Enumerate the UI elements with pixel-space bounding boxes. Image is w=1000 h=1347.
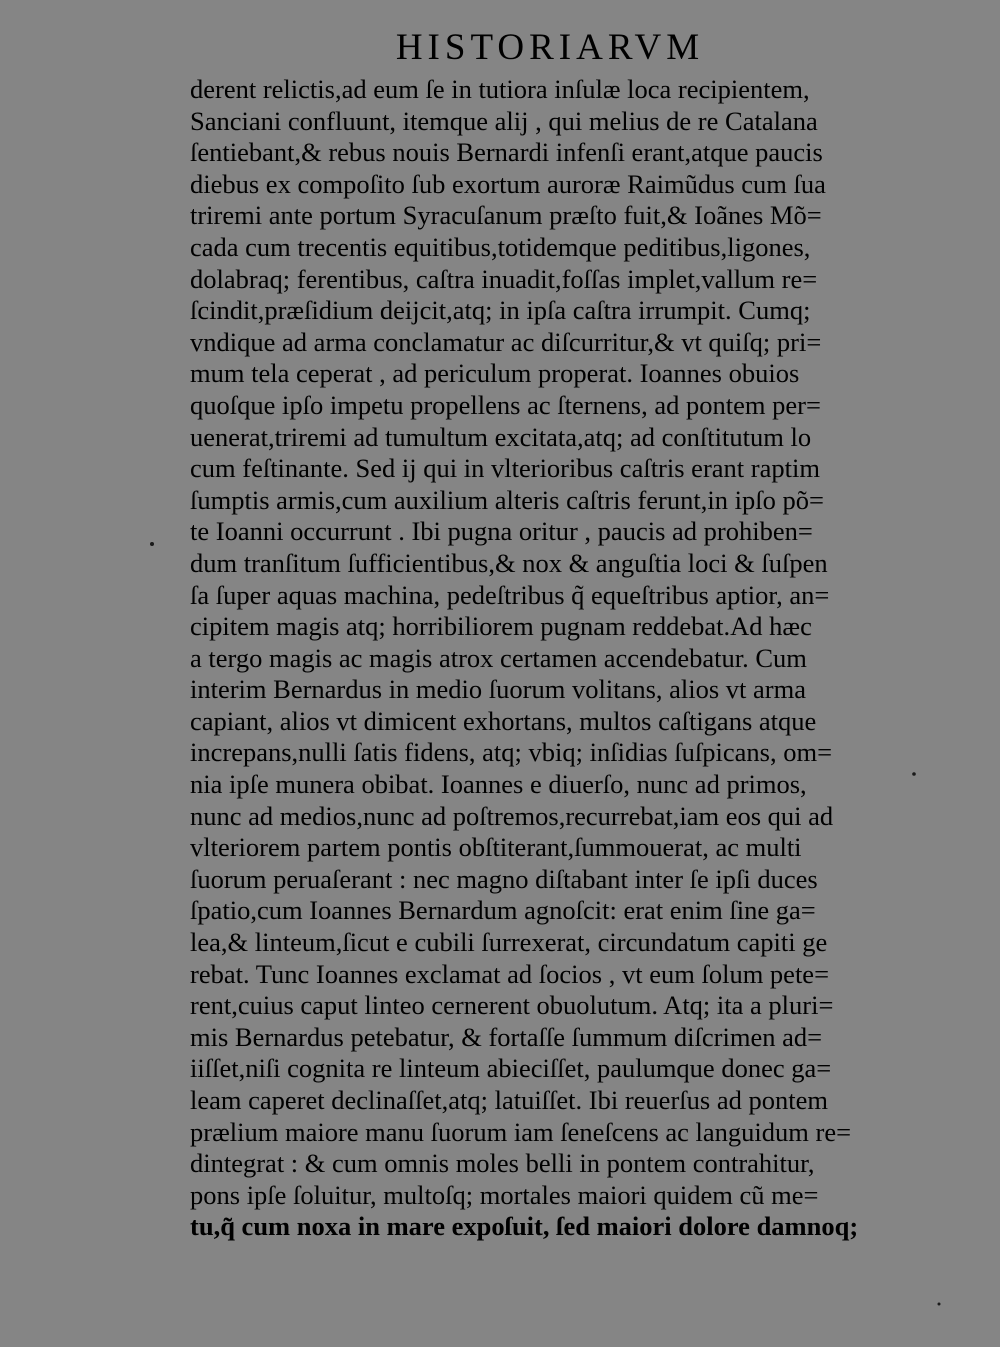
ink-speck: [148, 540, 154, 546]
text-line: ſcindit,præſidium deijcit,atq; in ipſa caſtra irrumpit. Cumq;: [190, 295, 811, 326]
text-line: iiſſet,niſi cognita re linteum abieciſſet, paulumque donec ga=: [190, 1053, 832, 1084]
text-line: pons ipſe ſoluitur, multoſq; mortales maiori quidem cũ me=: [190, 1179, 819, 1210]
text-line: nunc ad medios,nunc ad poſtremos,recurrebat,iam eos qui ad: [190, 800, 834, 831]
text-line: tu,q̃ cum noxa in mare expoſuit, ſed maiori dolore damnoq;: [190, 1211, 859, 1242]
text-line: ſa ſuper aquas machina, pedeſtribus q̃ equeſtribus aptior, an=: [190, 579, 830, 610]
text-line: dolabraq; ferentibus, caſtra inuadit,foſſas implet,vallum re=: [190, 263, 818, 294]
text-line: rent,cuius caput linteo cernerent obuolutum. Atq; ita a pluri=: [190, 990, 834, 1021]
running-head: HISTORIARVM: [395, 27, 705, 68]
text-line: vlteriorem partem pontis obſtiterant,ſummouerat, ac multi: [190, 832, 802, 863]
text-line: mis Bernardus petebatur, & fortaſſe ſummum diſcrimen ad=: [190, 1021, 823, 1052]
text-line: leam caperet declinaſſet,atq; latuiſſet. Ibi reuerſus ad pontem: [190, 1085, 828, 1115]
text-line: triremi ante portum Syracuſanum præſto fuit,& Ioãnes Mõ=: [190, 200, 822, 231]
text-line: derent relictis,ad eum ſe in tutiora inſulæ loca recipientem,: [190, 74, 810, 104]
ink-speck: [935, 1300, 941, 1306]
ink-speck: [910, 770, 916, 776]
text-line: capiant, alios vt dimicent exhortans, multos caſtigans atque: [190, 705, 817, 736]
text-line: ſuorum peruaſerant : nec magno diſtabant inter ſe ipſi duces: [190, 863, 818, 894]
text-line: a tergo magis ac magis atrox certamen accendebatur. Cum: [190, 642, 807, 673]
text-line: prælium maiore manu ſuorum iam ſeneſcens ac languidum re=: [190, 1116, 852, 1147]
text-line: ſumptis armis,cum auxilium alteris caſtris ferunt,in ipſo põ=: [190, 484, 824, 515]
text-line: increpans,nulli ſatis fidens, atq; vbiq; inſidias ſuſpicans, om=: [190, 737, 833, 768]
text-line: rebat. Tunc Ioannes exclamat ad ſocios , vt eum ſolum pete=: [190, 958, 830, 989]
text-line: dintegrat : & cum omnis moles belli in pontem contrahitur,: [190, 1148, 815, 1179]
text-line: dum tranſitum ſufficientibus,& nox & anguſtia loci & ſuſpen: [190, 547, 828, 578]
text-block: [190, 74, 930, 1243]
text-line: ſpatio,cum Ioannes Bernardum agnoſcit: erat enim ſine ga=: [190, 895, 816, 926]
text-line: uenerat,triremi ad tumultum excitata,atq; ad conſtitutum lo: [190, 421, 812, 452]
text-line: mum tela ceperat , ad periculum properat. Ioannes obuios: [190, 358, 800, 389]
text-line: Sanciani confluunt, itemque alij , qui melius de re Catalana: [190, 105, 818, 136]
text-line: vndique ad arma conclamatur ac diſcurritur,& vt quiſq; pri=: [190, 326, 822, 357]
text-line: cipitem magis atq; horribiliorem pugnam reddebat.Ad hæc: [190, 611, 812, 642]
text-line: ſentiebant,& rebus nouis Bernardi infenſi erant,atque paucis: [190, 137, 823, 168]
text-line: cada cum trecentis equitibus,totidemque peditibus,ligones,: [190, 231, 811, 262]
text-line: lea,& linteum,ſicut e cubili ſurrexerat, circundatum capiti ge: [190, 927, 828, 958]
text-line: nia ipſe munera obibat. Ioannes e diuerſo, nunc ad primos,: [190, 769, 807, 800]
text-line: diebus ex compoſito ſub exortum auroræ Raimũdus cum ſua: [190, 168, 826, 199]
text-line: cum feſtinante. Sed ij qui in vlterioribus caſtris erant raptim: [190, 453, 820, 484]
text-line: te Ioanni occurrunt . Ibi pugna oritur , paucis ad prohiben=: [190, 516, 813, 547]
text-line: quoſque ipſo impetu propellens ac ſternens, ad pontem per=: [190, 389, 821, 420]
text-line: interim Bernardus in medio ſuorum volitans, alios vt arma: [190, 674, 807, 705]
